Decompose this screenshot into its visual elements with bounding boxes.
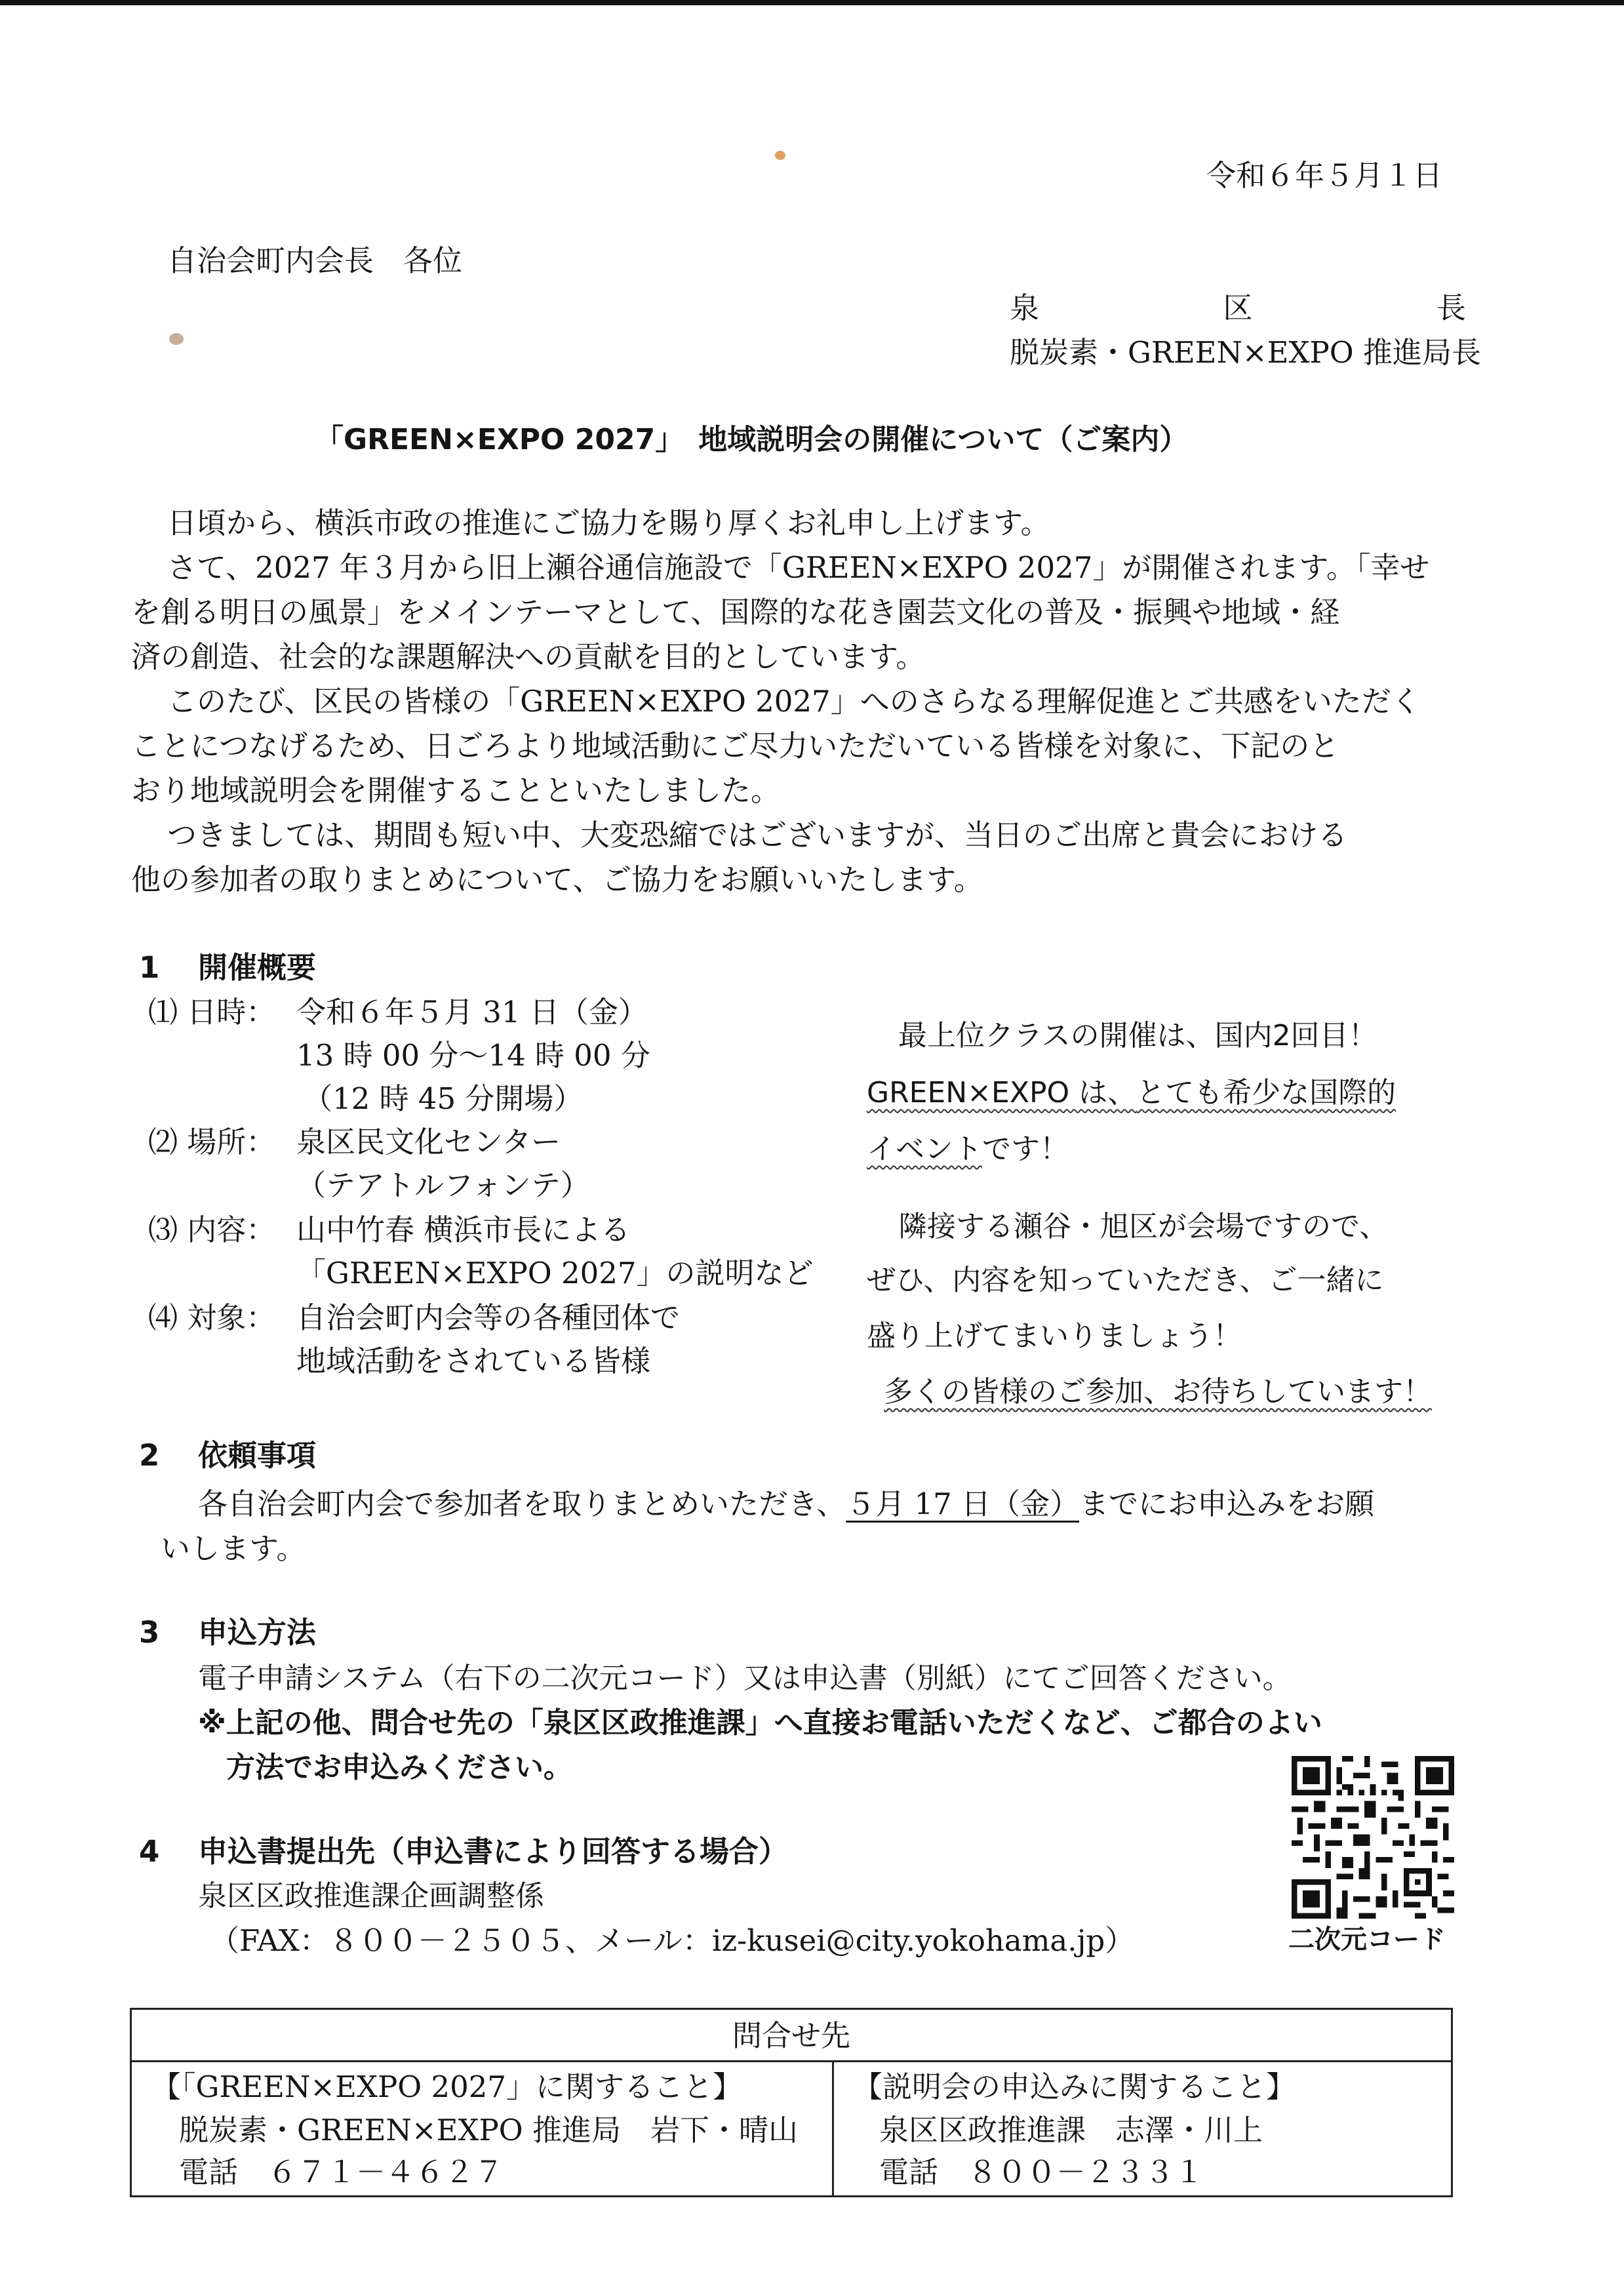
callout-line (884, 1369, 1432, 1415)
contact-right-phone: 電話 ８００－２３３１ (879, 2155, 1204, 2189)
divider (132, 2060, 1451, 2062)
callout-line: 隣接する瀬谷・旭区が会場ですので、 (898, 1210, 1389, 1243)
sender-char: 泉 (1010, 290, 1040, 325)
callout-text: 多くの皆様のご参加、お待ちしています！ (884, 1375, 1432, 1408)
scan-edge (0, 0, 1624, 10)
addressee: 自治会町内会長 各位 (167, 243, 463, 278)
contact-left-title: 【「GREEN×EXPO 2027」に関すること】 (151, 2069, 742, 2104)
callout-text: イベント (867, 1132, 982, 1166)
section-heading: 申込方法 (198, 1615, 317, 1650)
deadline: ５月 17 日（金） (846, 1487, 1080, 1521)
sender-char: 長 (1436, 290, 1466, 325)
contact-right-title: 【説明会の申込みに関すること】 (853, 2069, 1296, 2104)
contact-left-phone: 電話 ６７１－４６２７ (179, 2155, 504, 2189)
item-label: ⑷ 対象： (148, 1300, 276, 1335)
sender-title (1010, 285, 1466, 332)
item-value: 泉区民文化センター (296, 1125, 561, 1159)
section-heading: 依頼事項 (198, 1438, 317, 1473)
item-label: ⑵ 場所： (148, 1125, 276, 1159)
item-value: 13 時 00 分～14 時 00 分 (296, 1038, 650, 1073)
text-run: 各自治会町内会で参加者を取りまとめいただき、 (198, 1487, 846, 1521)
item-value: 山中竹春 横浜市長による (296, 1212, 631, 1247)
section-text (198, 1481, 1374, 1528)
body-line: おり地域説明会を開催することといたしました。 (131, 773, 781, 808)
contact-header: 問合せ先 (732, 2018, 850, 2053)
callout-line: 盛り上げてまいりましょう！ (867, 1319, 1242, 1353)
callout-line: 最上位クラスの開催は、国内2回目！ (898, 1019, 1377, 1052)
callout-text: とても希少な国際的 (1136, 1076, 1396, 1109)
document-title: 「GREEN×EXPO 2027」 地域説明会の開催について（ご案内） (315, 423, 1189, 456)
callout-line (867, 1127, 1069, 1172)
callout-line (867, 1070, 1396, 1116)
text-run: までにお申込みをお願 (1079, 1487, 1375, 1521)
scan-stain (775, 151, 785, 160)
section-text: （FAX：８００－２５０５、メール：iz-kusei@city.yokohama.jp） (210, 1923, 1135, 1958)
body-line: つきましては、期間も短い中、大変恐縮ではございますが、当日のご出席と貴会における (167, 818, 1348, 852)
body-line: ことにつなげるため、日ごろより地域活動にご尽力いただいている皆様を対象に、下記のと (131, 728, 1339, 763)
callout-text: です！ (982, 1132, 1069, 1166)
section-text: 泉区区政推進課企画調整係 (198, 1879, 544, 1913)
body-line: 日頃から、横浜市政の推進にご協力を賜り厚くお礼申し上げます。 (167, 506, 1050, 540)
section-number: 3 (139, 1615, 160, 1650)
callout-line: ぜひ、内容を知っていただき、ご一緒に (867, 1264, 1384, 1297)
item-value: （12 時 45 分開場） (303, 1081, 584, 1116)
sender-char: 区 (1223, 290, 1253, 325)
item-label: ⑴ 日時： (148, 995, 276, 1029)
item-value: 「GREEN×EXPO 2027」の説明など (296, 1256, 814, 1290)
sender-bureau: 脱炭素・GREEN×EXPO 推進局長 (1010, 335, 1481, 370)
item-label: ⑶ 内容： (148, 1212, 276, 1247)
body-line: 他の参加者の取りまとめについて、ご協力をお願いいたします。 (131, 862, 983, 897)
qr-code (1292, 1756, 1454, 1919)
body-line: 済の創造、社会的な課題解決への貢献を目的としています。 (131, 639, 926, 674)
contact-left-name: 脱炭素・GREEN×EXPO 推進局 岩下・晴山 (179, 2113, 798, 2147)
contact-table (130, 2008, 1453, 2197)
section-number: 1 (139, 950, 160, 985)
contact-right-name: 泉区区政推進課 志澤・川上 (879, 2113, 1263, 2147)
scan-stain (169, 333, 184, 345)
section-note: ※上記の他、問合せ先の「泉区区政推進課」へ直接お電話いただくなど、ご都合のよい (198, 1706, 1322, 1740)
section-number: 2 (139, 1438, 160, 1473)
qr-label: 二次元コード (1288, 1925, 1446, 1955)
callout-text: GREEN×EXPO は、 (867, 1076, 1137, 1109)
section-number: 4 (139, 1834, 160, 1869)
item-value: （テアトルフォンテ） (296, 1168, 590, 1203)
item-value: 令和６年５月 31 日（金） (296, 995, 648, 1029)
body-line: このたび、区民の皆様の「GREEN×EXPO 2027」へのさらなる理解促進とご共感をいただく (167, 684, 1421, 719)
section-heading: 申込書提出先（申込書により回答する場合） (198, 1834, 789, 1869)
section-heading: 開催概要 (198, 950, 317, 985)
item-value: 地域活動をされている皆様 (296, 1344, 651, 1378)
body-line: を創る明日の風景」をメインテーマとして、国際的な花き園芸文化の普及・振興や地域・経 (131, 595, 1340, 629)
divider (832, 2060, 834, 2195)
item-value: 自治会町内会等の各種団体で (296, 1300, 681, 1335)
document-date: 令和６年５月１日 (1206, 158, 1443, 193)
section-text: いします。 (161, 1531, 306, 1566)
section-text: 電子申請システム（右下の二次元コード）又は申込書（別紙）にてご回答ください。 (198, 1662, 1292, 1695)
section-note: 方法でお申込みください。 (226, 1751, 572, 1784)
body-line: さて、2027 年３月から旧上瀬谷通信施設で「GREEN×EXPO 2027」が開催されます。「幸せ (167, 550, 1430, 585)
